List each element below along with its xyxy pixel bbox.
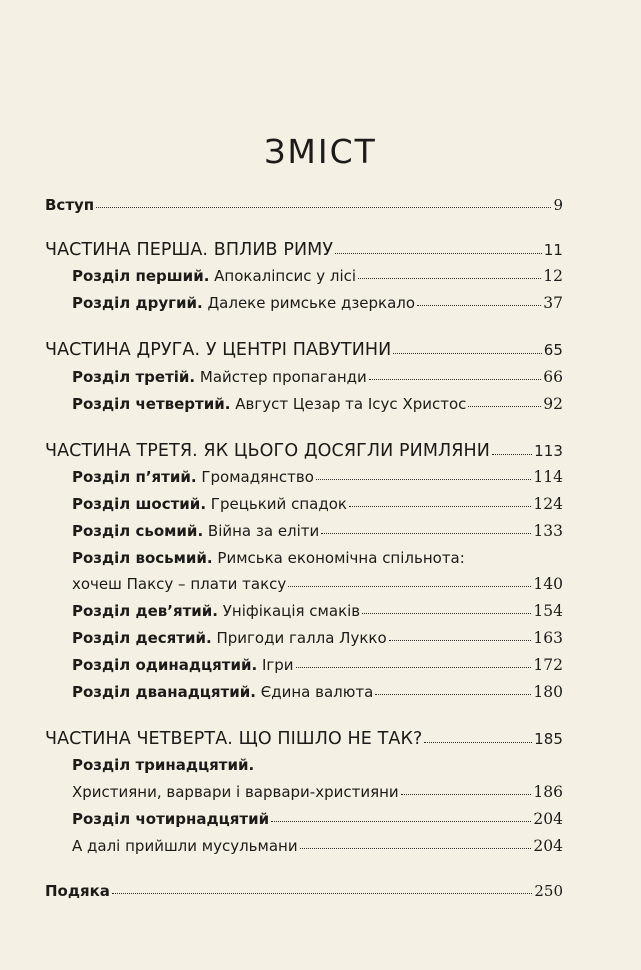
chapter-number: Розділ дев’ятий. [72,602,219,620]
leader-dots [468,405,541,407]
chapter-title: Війна за еліти [203,522,320,540]
toc-entry-ch13-line2[interactable] [72,783,563,801]
chapter-number: Розділ другий. [72,294,203,312]
toc-entry-ch2[interactable] [72,294,563,312]
toc-page-number: 113 [534,442,563,460]
chapter-title-continued: А далі прийшли мусульмани [72,837,298,855]
toc-page-number: 12 [543,267,563,285]
toc-entry-part4[interactable] [45,729,563,749]
toc-part-label: ЧАСТИНА ДРУГА. У ЦЕНТРІ ПАВУТИНИ [45,340,392,360]
chapter-number: Розділ одинадцятий. [72,656,258,674]
toc-entry-intro[interactable] [45,196,563,214]
chapter-title: Громадянство [196,468,314,486]
leader-dots [389,639,532,641]
leader-dots [375,693,531,695]
toc-page-number: 185 [534,730,563,748]
toc-entry-ch14-line1[interactable] [72,810,563,828]
toc-entry-ch9[interactable] [72,602,563,620]
chapter-number: Розділ перший. [72,267,210,285]
leader-dots [316,478,531,480]
toc-entry-ch13-line1[interactable] [72,756,563,774]
chapter-number: Розділ чотирнадцятий [72,810,270,828]
toc-entry-ch4[interactable] [72,395,563,413]
toc-page-number: 65 [543,341,563,359]
chapter-number: Розділ восьмий. [72,549,213,567]
toc-entry-ch12[interactable] [72,683,563,701]
leader-dots [300,847,532,849]
toc-page-number: 204 [533,837,563,855]
chapter-number: Розділ десятий. [72,629,212,647]
toc-page-number: 124 [533,495,563,513]
toc-page-number: 163 [533,629,563,647]
chapter-number: Розділ дванадцятий. [72,683,256,701]
chapter-number: Розділ сьомий. [72,522,204,540]
leader-dots [401,793,532,795]
leader-dots [288,585,531,587]
chapter-title: Римська економічна спільнота: [212,549,465,567]
toc-entry-part3[interactable] [45,441,563,461]
leader-dots [96,206,551,208]
toc-page-number: 186 [533,783,563,801]
leader-dots [417,304,541,306]
toc-page-number: 250 [534,882,563,900]
toc-entry-thanks[interactable] [45,882,563,900]
leader-dots [349,505,531,507]
leader-dots [424,741,532,743]
leader-dots [492,453,532,455]
toc-page-number: 114 [533,468,563,486]
chapter-title-continued: Християни, варвари і варвари-християни [72,783,399,801]
chapter-number: Розділ третій. [72,368,196,386]
page-title: ЗМІСТ [264,132,377,172]
toc-entry-part2[interactable] [45,340,563,360]
toc-page-number: 154 [533,602,563,620]
toc-part-label: ЧАСТИНА ПЕРША. ВПЛИВ РИМУ [45,240,334,260]
toc-page-number: 11 [543,241,563,259]
chapter-number: Розділ четвертий. [72,395,231,413]
leader-dots [296,666,532,668]
toc-entry-ch8-line2[interactable] [72,575,563,593]
chapter-title: Грецький спадок [206,495,347,513]
chapter-title: Апокаліпсис у лісі [209,267,357,285]
toc-entry-ch6[interactable] [72,495,563,513]
chapter-title: Уніфікація смаків [218,602,361,620]
leader-dots [112,892,532,894]
toc-entry-ch10[interactable] [72,629,563,647]
toc-part-label: ЧАСТИНА ЧЕТВЕРТА. ЩО ПІШЛО НЕ ТАК? [45,729,423,749]
toc-entry-ch5[interactable] [72,468,563,486]
toc-page-number: 92 [543,395,563,413]
toc-entry-ch1[interactable] [72,267,563,285]
toc-label: Вступ [45,196,95,214]
toc-page-number: 9 [553,196,563,214]
toc-page-number: 180 [533,683,563,701]
toc-entry-part1[interactable] [45,240,563,260]
leader-dots [271,820,531,822]
leader-dots [369,378,541,380]
toc-entry-ch8-line1[interactable] [72,549,563,567]
leader-dots [362,612,531,614]
chapter-title: Пригоди галла Лукко [211,629,387,647]
toc-label: Подяка [45,882,110,900]
chapter-title-continued: хочеш Паксу – плати таксу [72,575,287,593]
toc-page-number: 37 [543,294,563,312]
chapter-number: Розділ п’ятий. [72,468,197,486]
leader-dots [321,532,531,534]
leader-dots [393,352,541,354]
chapter-title: Ігри [257,656,294,674]
chapter-title: Майстер пропаганди [195,368,367,386]
toc-page-number: 172 [533,656,563,674]
chapter-number: Розділ шостий. [72,495,207,513]
toc-entry-ch14-line2[interactable] [72,837,563,855]
leader-dots [358,277,541,279]
leader-dots [335,252,542,254]
toc-entry-ch7[interactable] [72,522,563,540]
toc-page-number: 204 [533,810,563,828]
toc-part-label: ЧАСТИНА ТРЕТЯ. ЯК ЦЬОГО ДОСЯГЛИ РИМЛЯНИ [45,441,490,461]
toc-entry-ch3[interactable] [72,368,563,386]
chapter-title: Єдина валюта [255,683,374,701]
toc-entry-ch11[interactable] [72,656,563,674]
chapter-title: Август Цезар та Ісус Христос [230,395,467,413]
chapter-title: Далеке римське дзеркало [202,294,416,312]
toc-page-number: 140 [533,575,563,593]
toc-page-number: 133 [533,522,563,540]
toc-page-number: 66 [543,368,563,386]
chapter-number: Розділ тринадцятий. [72,756,255,774]
